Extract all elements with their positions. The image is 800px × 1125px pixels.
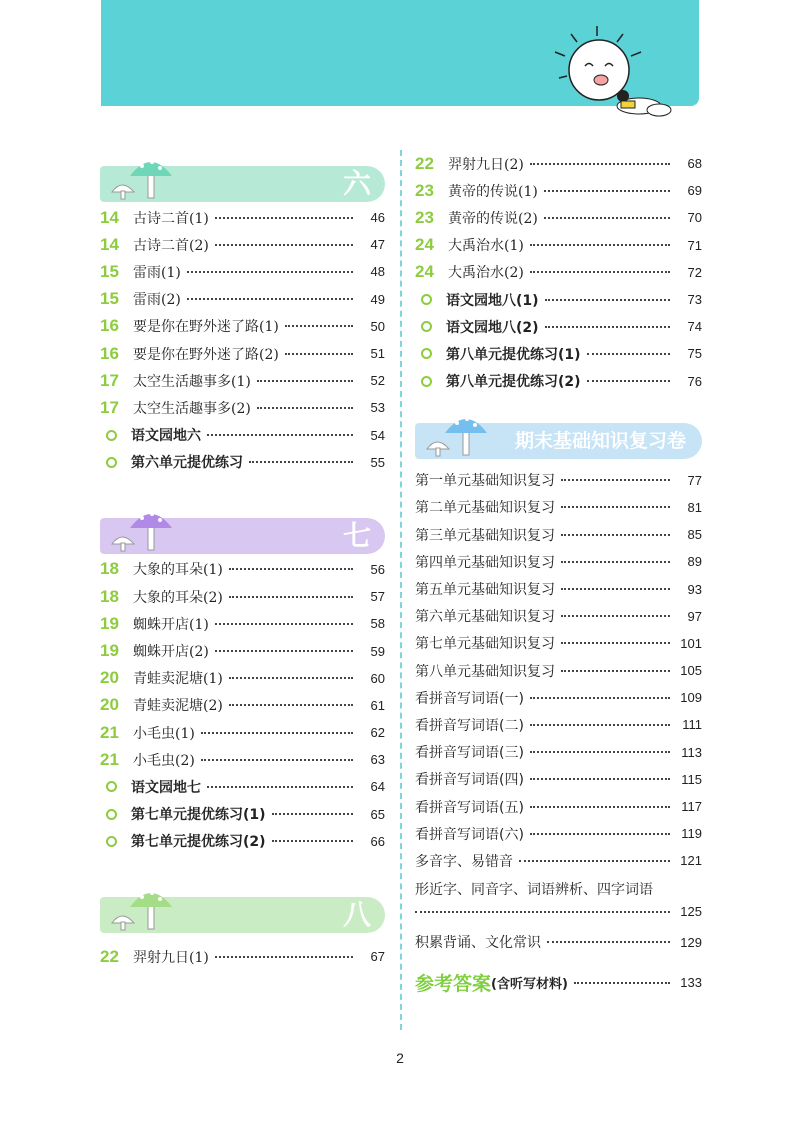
mushroom-icon: [108, 500, 176, 552]
leader-dots: [285, 353, 353, 355]
toc-entry[interactable]: [100, 204, 385, 231]
toc-entry[interactable]: [415, 711, 702, 738]
page-number: 62: [370, 725, 385, 741]
leader-dots: [530, 833, 670, 835]
page-number: 66: [370, 833, 385, 849]
leader-dots: [215, 650, 353, 652]
entry-title: 大禹治水(2): [448, 265, 524, 282]
lesson-number: 18: [100, 559, 119, 579]
toc-entry[interactable]: [415, 847, 702, 874]
lesson-number: 24: [415, 235, 434, 255]
page-number: 117: [681, 799, 702, 815]
leader-dots: [561, 670, 670, 672]
page-number: 89: [687, 554, 702, 570]
page-number: 97: [687, 608, 702, 624]
entry-title: 看拼音写词语(五): [415, 799, 524, 816]
unit-seven-list: [100, 556, 385, 855]
leader-dots: [201, 732, 353, 734]
lesson-number: 24: [415, 262, 434, 282]
page-number: 75: [687, 346, 702, 362]
bullet-circle-icon: [106, 836, 117, 847]
answer-key-entry[interactable]: [415, 968, 702, 998]
lesson-number: 23: [415, 180, 434, 200]
leader-dots: [530, 724, 670, 726]
page-number: 76: [687, 373, 702, 389]
entry-title: 第八单元提优练习(2): [446, 374, 581, 391]
page-number: 73: [687, 292, 702, 308]
page-number: 133: [680, 975, 702, 991]
entry-title: 形近字、同音字、词语辨析、四字词语: [415, 881, 653, 898]
leader-dots: [561, 588, 670, 590]
toc-entry[interactable]: [100, 583, 385, 610]
leader-dots: [530, 244, 670, 246]
page-number: 109: [680, 690, 702, 706]
toc-entry[interactable]: [415, 286, 702, 313]
page-number: 113: [681, 744, 702, 760]
toc-entry[interactable]: [100, 773, 385, 800]
leader-dots: [587, 353, 670, 355]
lesson-number: 21: [100, 749, 119, 769]
page-number: 47: [370, 237, 385, 253]
entry-title: 古诗二首(2): [133, 237, 209, 254]
page-number: 70: [687, 210, 702, 226]
entry-title: 第一单元基础知识复习: [415, 473, 555, 490]
page-number: 53: [370, 400, 385, 416]
wrapped-line: [415, 899, 702, 925]
toc-entry[interactable]: [100, 340, 385, 367]
page-number: 52: [370, 373, 385, 389]
page-number: 81: [687, 499, 702, 515]
toc-entry[interactable]: [100, 610, 385, 637]
toc-entry[interactable]: [415, 739, 702, 766]
bullet-circle-icon: [421, 294, 432, 305]
bullet-circle-icon: [106, 781, 117, 792]
leader-dots: [561, 642, 670, 644]
lesson-number: 14: [100, 234, 119, 254]
page-number: 74: [687, 319, 702, 335]
toc-entry[interactable]: [100, 258, 385, 285]
toc-entry[interactable]: [415, 313, 702, 340]
page-number: 68: [687, 156, 702, 172]
leader-dots: [257, 407, 353, 409]
page-number: 61: [370, 697, 385, 713]
lesson-number: 22: [415, 153, 434, 173]
toc-entry[interactable]: [100, 637, 385, 664]
entry-title: 小毛虫(2): [133, 752, 195, 769]
toc-entry[interactable]: [100, 719, 385, 746]
lesson-number: 21: [100, 722, 119, 742]
leader-dots: [257, 380, 353, 382]
entry-title: 青蛙卖泥塘(2): [133, 698, 223, 715]
lesson-number: 20: [100, 668, 119, 688]
leader-dots: [530, 697, 670, 699]
leader-dots: [272, 813, 353, 815]
leader-dots: [229, 568, 353, 570]
toc-entry[interactable]: [100, 665, 385, 692]
toc-entry[interactable]: [415, 467, 702, 494]
toc-entry[interactable]: [415, 929, 702, 956]
leader-dots: [207, 786, 353, 788]
entry-title: 语文园地八(1): [446, 292, 539, 309]
page-number: 65: [370, 806, 385, 822]
unit-eight-list-start: [100, 943, 385, 970]
entry-title: 古诗二首(1): [133, 210, 209, 227]
entry-title: 第八单元基础知识复习: [415, 663, 555, 680]
entry-title: 看拼音写词语(三): [415, 745, 524, 762]
entry-title: 积累背诵、文化常识: [415, 935, 541, 952]
mushroom-icon: [423, 405, 491, 457]
section-label: 六: [342, 167, 371, 200]
page-number: 55: [370, 454, 385, 470]
leader-dots: [285, 325, 353, 327]
page-number: 71: [687, 237, 702, 253]
entry-title: 羿射九日(2): [448, 156, 524, 173]
section-header-final-review: [415, 407, 702, 459]
lesson-number: 19: [100, 641, 119, 661]
leader-dots: [545, 326, 670, 328]
entry-title: 第三单元基础知识复习: [415, 527, 555, 544]
toc-entry[interactable]: [415, 494, 702, 521]
entry-title: 第六单元基础知识复习: [415, 609, 555, 626]
lesson-number: 20: [100, 695, 119, 715]
leader-dots: [187, 271, 353, 273]
lesson-number: 19: [100, 613, 119, 633]
page-number: 51: [370, 346, 385, 362]
lesson-number: 18: [100, 586, 119, 606]
toc-entry[interactable]: [415, 630, 702, 657]
leader-dots: [229, 596, 353, 598]
mushroom-icon: [108, 879, 176, 931]
page-number: 67: [370, 949, 385, 965]
entry-title: 第七单元提优练习(2): [131, 834, 266, 851]
leader-dots: [272, 840, 353, 842]
page-number: 56: [370, 561, 385, 577]
lesson-number: 16: [100, 343, 119, 363]
leader-dots: [530, 778, 670, 780]
entry-title: 语文园地七: [131, 779, 201, 796]
entry-title: 多音字、易错音: [415, 853, 513, 870]
entry-title: 看拼音写词语(一): [415, 690, 524, 707]
leader-dots: [187, 298, 353, 300]
entry-title: 第四单元基础知识复习: [415, 554, 555, 571]
page-number: 105: [680, 663, 702, 679]
bullet-circle-icon: [421, 376, 432, 387]
page-number: 101: [680, 635, 702, 651]
final-review-list: [415, 467, 702, 956]
toc-entry[interactable]: [100, 286, 385, 313]
toc-entry[interactable]: [415, 875, 702, 929]
toc-entry[interactable]: [100, 367, 385, 394]
entry-title: 语文园地六: [131, 428, 201, 445]
section-label: 八: [342, 897, 371, 931]
entry-title: 语文园地八(2): [446, 319, 539, 336]
bullet-circle-icon: [421, 348, 432, 359]
toc-entry[interactable]: [415, 575, 702, 602]
leader-dots: [519, 860, 670, 862]
toc-entry[interactable]: [415, 150, 702, 177]
page-number: 93: [687, 581, 702, 597]
page-number: 85: [687, 527, 702, 543]
page-number: 49: [370, 291, 385, 307]
leader-dots: [201, 759, 353, 761]
leader-dots: [530, 806, 670, 808]
leader-dots: [207, 434, 353, 436]
toc-entry[interactable]: [415, 684, 702, 711]
page-number: 48: [370, 264, 385, 280]
page-number: 59: [370, 643, 385, 659]
leader-dots: [561, 479, 670, 481]
page-number: 57: [370, 589, 385, 605]
leader-dots: [587, 380, 670, 382]
toc-left-column: [100, 150, 385, 970]
entry-title: 要是你在野外迷了路(1): [133, 319, 279, 336]
page-number: 64: [370, 779, 385, 795]
entry-title: 小毛虫(1): [133, 725, 195, 742]
cartoon-sun-icon: [519, 22, 679, 122]
section-header-unit-six: [100, 150, 385, 202]
entry-title: 蜘蛛开店(1): [133, 616, 209, 633]
lesson-number: 14: [100, 207, 119, 227]
section-header-unit-seven: [100, 502, 385, 554]
entry-title: 太空生活趣事多(2): [133, 400, 251, 417]
entry-title: 太空生活趣事多(1): [133, 373, 251, 390]
answer-key-title: 参考答案: [415, 973, 492, 996]
page-number: 115: [681, 771, 702, 787]
section-label: 七: [342, 518, 371, 552]
leader-dots: [561, 615, 670, 617]
entry-title: 第二单元基础知识复习: [415, 500, 555, 517]
lesson-number: 23: [415, 207, 434, 227]
leader-dots: [530, 163, 670, 165]
wrapped-entry: [415, 879, 702, 925]
toc-entry[interactable]: [100, 449, 385, 476]
toc-entry[interactable]: [100, 746, 385, 773]
bullet-circle-icon: [106, 457, 117, 468]
lesson-number: 17: [100, 370, 119, 390]
entry-title: 要是你在野外迷了路(2): [133, 346, 279, 363]
page-footer-number: 2: [396, 1050, 404, 1066]
bullet-circle-icon: [421, 321, 432, 332]
toc-entry[interactable]: [415, 232, 702, 259]
page-number: 119: [681, 826, 702, 842]
page-number: 60: [370, 670, 385, 686]
leader-dots: [530, 751, 670, 753]
toc-entry[interactable]: [100, 692, 385, 719]
page-number: 50: [370, 318, 385, 334]
entry-title: 第七单元提优练习(1): [131, 807, 266, 824]
toc-entry[interactable]: [100, 394, 385, 421]
entry-title: 蜘蛛开店(2): [133, 644, 209, 661]
bullet-circle-icon: [106, 430, 117, 441]
entry-title: 看拼音写词语(二): [415, 717, 524, 734]
leader-dots: [544, 190, 670, 192]
page-number: 58: [370, 616, 385, 632]
entry-title: 第七单元基础知识复习: [415, 636, 555, 653]
toc-entry[interactable]: [100, 313, 385, 340]
unit-eight-list: [415, 150, 702, 395]
leader-dots: [561, 561, 670, 563]
toc-entry[interactable]: [415, 766, 702, 793]
leader-dots: [229, 704, 353, 706]
toc-entry[interactable]: [415, 204, 702, 231]
page-number: 72: [687, 264, 702, 280]
toc-entry[interactable]: [415, 340, 702, 367]
toc-entry[interactable]: [415, 521, 702, 548]
toc-entry[interactable]: [415, 603, 702, 630]
page-number: 69: [687, 183, 702, 199]
leader-dots: [547, 941, 670, 943]
column-divider: [400, 150, 402, 1030]
lesson-number: 15: [100, 261, 119, 281]
section-label: 期末基础知识复习卷: [514, 429, 686, 452]
page-number: 129: [680, 934, 702, 950]
leader-dots: [574, 982, 670, 984]
leader-dots: [545, 299, 670, 301]
bullet-circle-icon: [106, 809, 117, 820]
entry-title: 第八单元提优练习(1): [446, 346, 581, 363]
entry-title: 第六单元提优练习: [131, 455, 243, 472]
toc-entry[interactable]: [415, 548, 702, 575]
toc-entry[interactable]: [100, 231, 385, 258]
entry-title: 雷雨(1): [133, 264, 181, 281]
entry-title: 青蛙卖泥塘(1): [133, 671, 223, 688]
entry-title: 雷雨(2): [133, 292, 181, 309]
leader-dots: [215, 956, 353, 958]
toc-entry[interactable]: [415, 657, 702, 684]
entry-title: 大禹治水(1): [448, 238, 524, 255]
toc-entry[interactable]: [415, 177, 702, 204]
entry-title: 大象的耳朵(2): [133, 589, 223, 606]
lesson-number: 22: [100, 946, 119, 966]
entry-title: 黄帝的传说(1): [448, 183, 538, 200]
lesson-number: 17: [100, 397, 119, 417]
toc-entry[interactable]: [100, 556, 385, 583]
page-number: 46: [370, 210, 385, 226]
page-number: 77: [687, 472, 702, 488]
leader-dots: [229, 677, 353, 679]
unit-six-list: [100, 204, 385, 476]
toc-entry[interactable]: [100, 943, 385, 970]
page-number: 121: [680, 853, 702, 869]
leader-dots: [215, 217, 353, 219]
entry-title: 看拼音写词语(四): [415, 772, 524, 789]
leader-dots: [561, 534, 670, 536]
leader-dots: [561, 506, 670, 508]
page-number: 54: [370, 427, 385, 443]
entry-title: 黄帝的传说(2): [448, 210, 538, 227]
leader-dots: [249, 461, 353, 463]
leader-dots: [530, 271, 670, 273]
section-header-unit-eight: [100, 881, 385, 933]
lesson-number: 16: [100, 316, 119, 336]
lesson-number: 15: [100, 289, 119, 309]
toc-entry[interactable]: [100, 828, 385, 855]
leader-dots: [215, 623, 353, 625]
leader-dots: [215, 244, 353, 246]
toc-entry[interactable]: [415, 793, 702, 820]
page-number: 111: [682, 717, 702, 733]
leader-dots: [544, 217, 670, 219]
answer-key-subtitle: (含听写材料): [491, 977, 568, 993]
page-number: 125: [680, 904, 702, 919]
toc-right-column: [415, 150, 702, 998]
toc-entry[interactable]: [415, 820, 702, 847]
entry-title: 看拼音写词语(六): [415, 826, 524, 843]
toc-entry[interactable]: [100, 801, 385, 828]
entry-title: 羿射九日(1): [133, 949, 209, 966]
leader-dots: [415, 911, 670, 913]
toc-entry[interactable]: [415, 368, 702, 395]
mushroom-icon: [108, 148, 176, 200]
top-banner: [101, 0, 699, 106]
entry-title: 第五单元基础知识复习: [415, 582, 555, 599]
page-number: 63: [370, 752, 385, 768]
toc-entry[interactable]: [100, 422, 385, 449]
entry-title: 大象的耳朵(1): [133, 562, 223, 579]
toc-entry[interactable]: [415, 259, 702, 286]
